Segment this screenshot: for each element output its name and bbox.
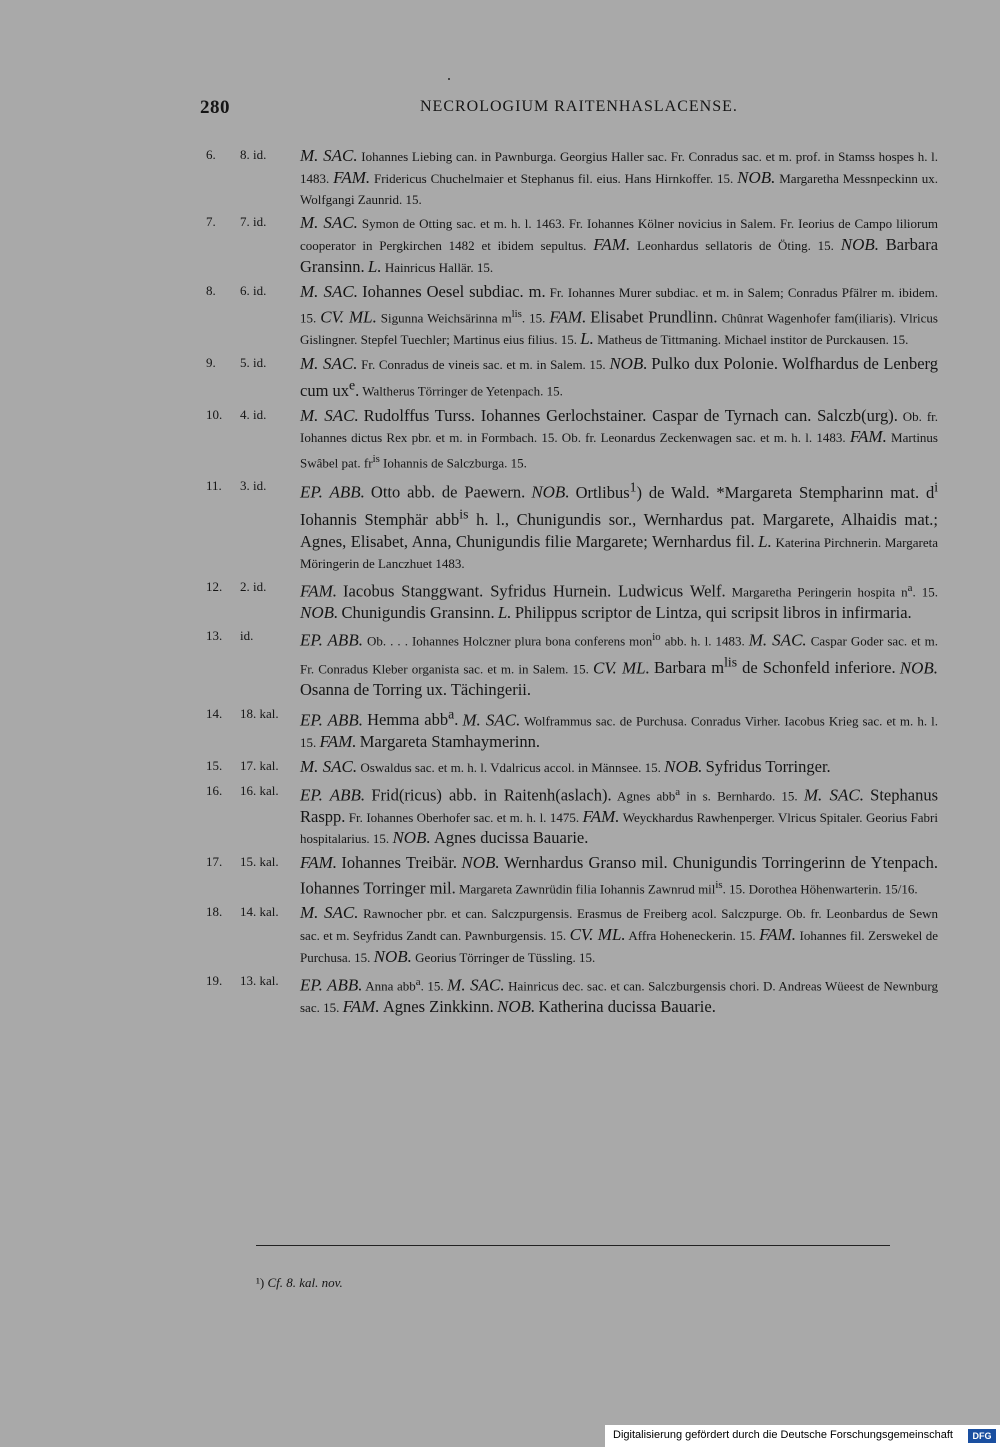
entry-row bbox=[196, 705, 940, 754]
entry-text: M. SAC. Symon de Otting sac. et m. h. l. 1463. Fr. Iohannes Kölner novicius in Salem. Fr. Ieorius de Campo liliorum cooperator in Pergkirchen 1482 et ibidem sepultus. FAM. Leonhardus sellatoris de Öting. 15. NOB. Barbara Gransinn. L. Hainricus Hallär. 15. bbox=[300, 213, 939, 276]
entry-text: EP. ABB. Hemma abb$^a$. M. SAC. Wolframmus sac. de Purchusa. Conradus Virher. Iacobus Krieg sac. et m. h. l. 15. FAM. Margareta Stamhaymerinn. bbox=[300, 706, 939, 751]
entry-text: M. SAC. Rudolffus Turss. Iohannes Gerlochstainer. Caspar de Tyrnach can. Salczb(urg). Ob. fr. Iohannes dictus Rex pbr. et m. in Formbach. 15. Ob. fr. Leonardus Zeckenwagen sac. et m. h. l. 1483. FAM. Martinus Swâbel pat. $fr^{is}$ Iohannis de Salczburga. 15. bbox=[300, 405, 939, 471]
page-number: 280 bbox=[200, 97, 230, 118]
entry-text: M. SAC. Oswaldus sac. et m. h. l. Vdalricus accol. in Männsee. 15. NOB. Syfridus Torringer. bbox=[300, 756, 831, 776]
entry-date: id. bbox=[240, 628, 254, 644]
entry-text: M. SAC. Rawnocher pbr. et can. Salczpurgensis. Erasmus de Freiberg acol. Salczpurge. Ob. fr. Leonbardus de Sewn sac. et m. Seyfridus Zandt can. Pawnburgensis. 15. CV. ML. Affra Hoheneckerin. 15. FAM. Iohannes fil. Zerswekel de Purchusa. 15. NOB. Georius Törringer de Tüssling. 15. bbox=[300, 903, 938, 966]
entry-text: EP. ABB. Frid(ricus) abb. in Raitenh(aslach). Agnes abb$^a$ in s. Bernhardo. 15. M. SAC. Stephanus Raspp. Fr. Iohannes Oberhofer sac. et m. h. l. 1475. FAM. Weyckhardus Rawhenperger. Vlricus Spitaler. Georius Fabri hospitalarius. 15. NOB. Agnes ducissa Bauarie. bbox=[300, 784, 939, 848]
entry-text: EP. ABB. Otto abb. de Paewern. NOB. Ortlibus$^1$) de Wald. *Margareta Stempharinn mat. $d^i$ Iohannis Stemphär abb$^{is}$ h. l., Chunigundis sor., Wernhardus pat. Margarete, Alhaidis mat.; Agnes, Elisabet, Anna, Chunigundis filie Margarete; Wernhardus fil. L. Katerina Pirchnerin. Margareta Möringerin de Lanczhuet 1483. bbox=[300, 479, 939, 571]
entry-text: FAM. Iacobus Stanggwant. Syfridus Hurnein. Ludwicus Welf. Margaretha Peringerin hospita $n^a$. 15. NOB. Chunigundis Gransinn. L. Philippus scriptor de Lintza, qui scripsit libros in infirmaria. bbox=[300, 580, 939, 622]
entry-text: M. SAC. Iohannes Oesel subdiac. m. Fr. Iohannes Murer subdiac. et m. in Salem; Conradus Pfälrer m. ibidem. 15. CV. ML. Sigunna Weichsärinna $m^{lis}$. 15. FAM. Elisabet Prundlinn. Chûnrat Wagenhofer fam(iliaris). Vlricus Gislingner. Stepfel Tuechler; Martinus eius filius. 15. L. Matheus de Tittmaning. Michael institor de Purckausen. 15. bbox=[300, 281, 938, 348]
entry-number: 16. bbox=[206, 782, 223, 798]
dfg-banner[interactable] bbox=[605, 1425, 1000, 1447]
entry-date: 16. kal. bbox=[240, 782, 279, 798]
entry-date: 2. id. bbox=[240, 578, 267, 594]
entry-date: 15. kal. bbox=[240, 854, 279, 870]
footnote bbox=[256, 1275, 343, 1291]
running-title: NECROLOGIUM RAITENHASLACENSE. bbox=[420, 98, 738, 115]
entry-number: 9. bbox=[206, 354, 216, 370]
page-header bbox=[200, 97, 940, 121]
entry-number: 13. bbox=[206, 628, 223, 644]
entry-date: 17. kal. bbox=[240, 757, 279, 773]
entry-text: FAM. Iohannes Treibär. NOB. Wernhardus Granso mil. Chunigundis Torringerinn de Ytenpach. Iohannes Torringer mil. Margareta Zawnrüdin filia Iohannis Zawnrud mil$^{is}$. 15. Dorothea Höhenwarterin. 15/16. bbox=[300, 853, 939, 898]
scan-speck bbox=[448, 78, 450, 80]
entry-row bbox=[196, 782, 940, 851]
entry-number: 8. bbox=[206, 282, 216, 298]
footnote-mark: ¹) bbox=[256, 1275, 265, 1290]
entry-number: 14. bbox=[206, 705, 223, 721]
entry-date: 13. kal. bbox=[240, 972, 279, 988]
dfg-logo-icon: DFG bbox=[968, 1429, 996, 1443]
entry-row bbox=[196, 354, 940, 403]
entry-number: 12. bbox=[206, 578, 223, 594]
entry-number: 11. bbox=[206, 478, 222, 494]
entry-number: 6. bbox=[206, 147, 216, 162]
entry-date: 18. kal. bbox=[240, 705, 279, 721]
entry-number: 17. bbox=[206, 854, 223, 870]
entry-number: 19. bbox=[206, 972, 223, 988]
entry-number: 18. bbox=[206, 904, 223, 920]
entry-row bbox=[196, 903, 940, 968]
entry-date: 4. id. bbox=[240, 406, 267, 422]
footnote-rule bbox=[256, 1245, 890, 1246]
entry-date: 14. kal. bbox=[240, 904, 279, 920]
entry-number: 10. bbox=[206, 406, 223, 422]
entry-text: EP. ABB. Anna abb$^a$. 15. M. SAC. Hainricus dec. sac. et can. Salczburgensis chori. D. Andreas Wüeest de Newnburg sac. 15. FAM. Agnes Zinkkinn. NOB. Katherina ducissa Bauarie. bbox=[300, 974, 939, 1016]
entry-row bbox=[196, 406, 940, 475]
entry-row bbox=[196, 146, 940, 210]
entry-text: EP. ABB. Ob. . . . Iohannes Holczner plura bona conferens mon$^{io}$ abb. h. l. 1483. M. SAC. Caspar Goder sac. et m. Fr. Conradus Kleber organista sac. et m. in Salem. 15. CV. ML. Barbara $m^{lis}$ de Schonfeld inferiore. NOB. Osanna de Torring ux. Tächingerii. bbox=[300, 630, 939, 699]
footnote-text: Cf. 8. kal. nov. bbox=[267, 1275, 343, 1290]
entry-row bbox=[196, 282, 940, 351]
entry-row bbox=[196, 972, 940, 1019]
entry-row bbox=[196, 757, 940, 779]
entry-row bbox=[196, 578, 940, 625]
entry-number: 15. bbox=[206, 757, 223, 773]
entry-date: 7. id. bbox=[240, 214, 267, 230]
entry-row bbox=[196, 477, 940, 574]
entry-text: M. SAC. Iohannes Liebing can. in Pawnburga. Georgius Haller sac. Fr. Conradus sac. et m. prof. in Stamss hospes h. l. 1483. FAM. Fridericus Chuchelmaier et Stephanus fil. eius. Hans Hirnkoffer. 15. NOB. Margaretha Messnpeckinn ux. Wolfgangi Zaunrid. 15. bbox=[300, 146, 939, 207]
entry-date: 8. id. bbox=[240, 147, 267, 162]
entry-date: 6. id. bbox=[240, 282, 267, 298]
entry-date: 3. id. bbox=[240, 478, 267, 494]
dfg-funding-text: Digitalisierung gefördert durch die Deutsche Forschungsgemeinschaft bbox=[613, 1429, 953, 1441]
necrology-entries bbox=[196, 146, 940, 1021]
entry-date: 5. id. bbox=[240, 354, 267, 370]
entry-row bbox=[196, 627, 940, 701]
entry-row bbox=[196, 213, 940, 278]
entry-number: 7. bbox=[206, 214, 216, 230]
entry-text: M. SAC. Fr. Conradus de vineis sac. et m. in Salem. 15. NOB. Pulko dux Polonie. Wolfhardus de Lenberg cum $ux^e$. Waltherus Törringer de Yetenpach. 15. bbox=[300, 353, 938, 400]
entry-row bbox=[196, 853, 940, 900]
